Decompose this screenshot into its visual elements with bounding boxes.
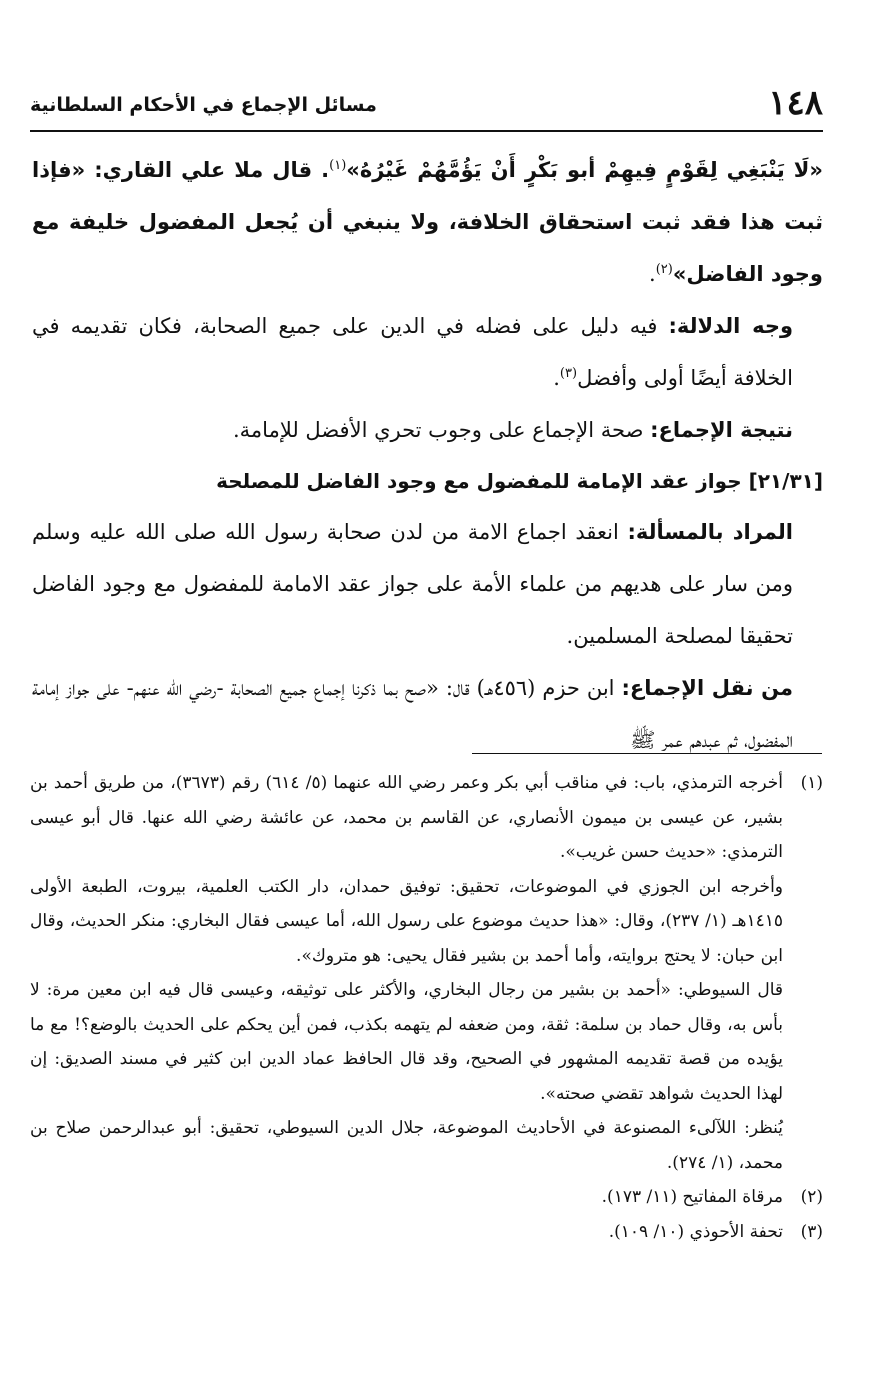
punctuation: . [553,366,560,390]
footnotes [30,766,823,1249]
page-header [30,80,823,132]
section-heading: [٢١/٣١] جواز عقد الإمامة للمفضول مع وجود الفاضل للمصلحة [216,469,823,493]
footnote-paragraph: وأخرجه ابن الجوزي في الموضوعات، تحقيق: توفيق حمدان، دار الكتب العلمية، بيروت، الطبعة الأولى ١٤١٥هـ (١/ ٢٣٧)، وقال: «هذا حديث موضوع على رسول الله، أما عيسى فقال البخاري: منكر الحديث، وقال ابن حبان: لا يحتج بروايته، وأما أحمد بن بشير فقال يحيى: هو متروك». [30,876,783,966]
running-title: مسائل الإجماع في الأحكام السلطانية [30,94,377,116]
footnote-divider [472,753,822,754]
paragraph-meaning [32,506,823,662]
meaning-text: انعقد اجماع الامة من لدن صحابة رسول الله صلى الله عليه وسلم ومن سار على هديهم من علماء الأمة على جواز عقد الامامة للمفضول مع وجود الفاضل تحقيقا لمصلحة المسلمين. [32,520,793,648]
paragraph-hadith [32,144,823,300]
meaning-label: المراد بالمسألة: [627,520,793,544]
page-number: ١٤٨ [768,83,823,123]
footnote-1 [30,766,823,1180]
footnote-3 [30,1215,823,1250]
footnote-number: (٢) [800,1187,823,1207]
footnote-ref-3: (٣) [559,366,578,381]
footnote-number: (١) [800,773,823,793]
result-text: صحة الإجماع على وجوب تحري الأفضل للإمامة. [233,418,651,442]
transmitters-text: ابن حزم (٤٥٦هـ) قال: «صح بما ذكرنا إجماع جميع الصحابة -رضي الله عنهم- على جواز إمامة المفضول، ثم عبدهم عمر ﷺ [32,676,793,752]
punctuation: . [649,262,656,286]
transmitters-label: من نقل الإجماع: [621,676,793,700]
footnote-body [30,1180,783,1215]
hadith-quote: «لَا يَنْبَغِي لِقَوْمٍ فِيهِمْ أبو بَكْرٍ أَنْ يَؤُمَّهُمْ غَيْرُهُ» [346,158,823,182]
paragraph-transmitters [32,662,823,766]
result-label: نتيجة الإجماع: [650,418,793,442]
footnote-paragraph: يُنظر: اللآلىء المصنوعة في الأحاديث الموضوعة، جلال الدين السيوطي، تحقيق: أبو عبدالرحمن صلاح بن محمد، (١/ ٢٧٤). [30,1118,783,1173]
footnote-paragraph: مرقاة المفاتيح (١١/ ١٧٣). [601,1187,783,1207]
footnote-paragraph: تحفة الأحوذي (١٠/ ١٠٩). [608,1221,783,1242]
paragraph-result [32,404,823,456]
footnote-paragraph: أخرجه الترمذي، باب: في مناقب أبي بكر وعمر رضي الله عنهما (٥/ ٦١٤) رقم (٣٦٧٣)، من طريق أحمد بن بشير، عن عيسى بن ميمون الأنصاري، عن القاسم بن محمد، عن عائشة رضي الله عنها. قال أبو عيسى الترمذي: «حديث حسن غريب». [30,773,783,862]
evidence-text: فيه دليل على فضله في الدين على جميع الصحابة، فكان تقديمه في الخلافة أيضًا أولى وأفضل [32,314,793,390]
footnote-2 [30,1180,823,1215]
footnote-paragraph: قال السيوطي: «أحمد بن بشير من رجال البخاري، والأكثر على توثيقه، وعيسى قال فيه ابن معين مرة: لا بأس به، وقال حماد بن سلمة: ثقة، ومن ضعفه لم يتهمه بكذب، فمن أين يحكم على الحديث بالوضع؟! مع ما يؤيده من قصة تقديمه المشهور في الصحيح، وقد قال الحافظ عماد الدين ابن كثير في مسند الصديق: إن لهذا الحديث شواهد تقضي صحته». [30,980,783,1104]
qari-quote: . قال ملا علي القاري: «فإذا ثبت هذا فقد ثبت استحقاق الخلافة، ولا ينبغي أن يُجعل المفضول خليفة مع وجود الفاضل» [32,158,823,286]
footnote-ref-1: (١) [329,158,347,173]
paragraph-evidence [32,300,823,404]
footnote-ref-2: (٢) [655,262,673,277]
footnote-number: (٣) [800,1221,823,1242]
footnote-body [30,1215,783,1250]
main-text [32,144,823,766]
footnote-body [30,766,783,1180]
evidence-label: وجه الدلالة: [668,314,794,338]
